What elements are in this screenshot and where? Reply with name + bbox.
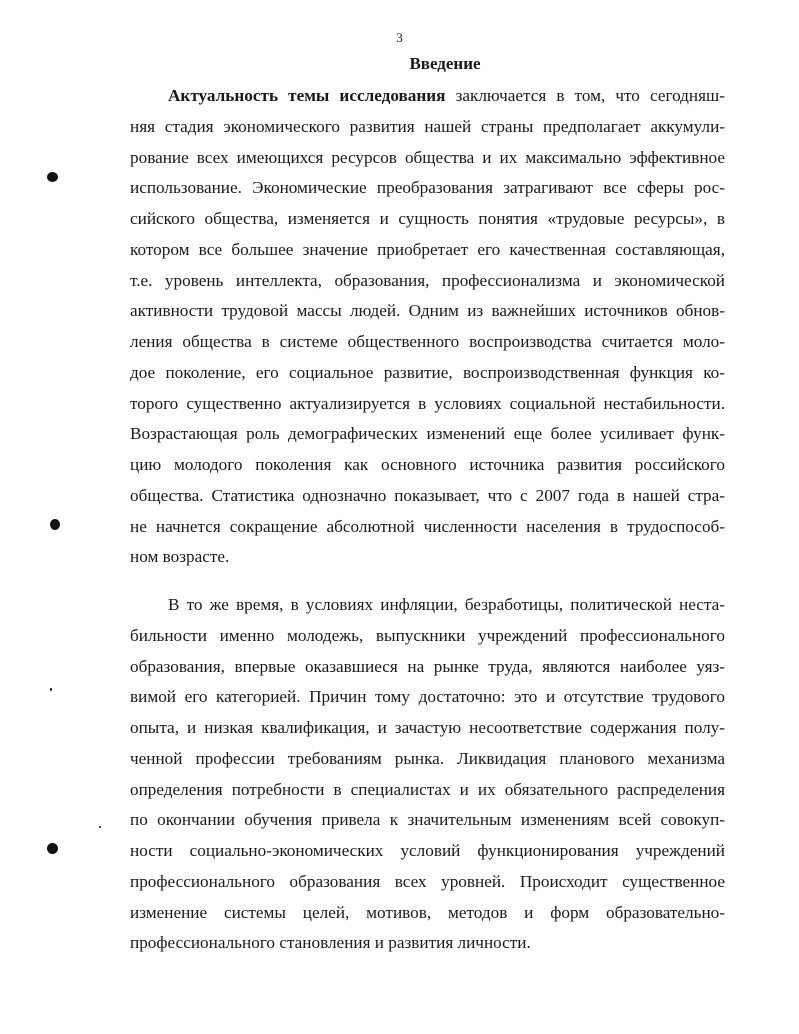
paragraph-line: использование. Экономические преобразования затрагивают все сферы рос- xyxy=(130,178,725,198)
paragraph-line: В то же время, в условиях инфляции, безработицы, политической неста- xyxy=(168,595,725,614)
paragraph-line: опыта, и низкая квалификация, и зачастую несоответствие содержания полу- xyxy=(130,718,725,737)
paragraph-line: ности социально-экономических условий функционирования учреждений xyxy=(130,841,725,860)
lead-bold-phrase: Актуальность темы исследования xyxy=(168,86,446,105)
paragraph-line: профессионального образования всех уровней. Происходит существенное xyxy=(130,871,725,891)
page-number: 3 xyxy=(396,30,403,45)
paragraph-line: торого существенно актуализируется в условиях социальной нестабильности. xyxy=(130,393,725,413)
paragraph-2 xyxy=(130,590,725,959)
page-title: Введение xyxy=(409,54,481,73)
paragraph-line: бильности именно молодежь, выпускники учреждений профессионального xyxy=(130,625,725,645)
paragraph-line: определения потребности в специалистах и их обязательного распределения xyxy=(130,779,725,799)
paragraph-line: по окончании обучения привела к значительным изменениям всей совокуп- xyxy=(130,810,725,830)
paragraph-line: рование всех имеющихся ресурсов общества и их максимально эффективное xyxy=(130,147,725,167)
paragraph-line: изменение системы целей, мотивов, методов и форм образовательно- xyxy=(130,902,725,922)
paragraph-line: не начнется сокращение абсолютной численности населения в трудоспособ- xyxy=(130,516,725,536)
paragraph-line: сийского общества, изменяется и сущность понятия «трудовые ресурсы», в xyxy=(130,209,725,228)
punch-hole-mark xyxy=(47,172,58,182)
paragraph-line: няя стадия экономического развития нашей страны предполагает аккумули- xyxy=(130,116,725,136)
paragraph-line: Возрастающая роль демографических изменений еще более усиливает функ- xyxy=(130,424,725,444)
paragraph-line xyxy=(130,81,725,112)
paragraph-line: вимой его категорией. Причин тому достаточно: это и отсутствие трудового xyxy=(130,687,725,707)
scan-speck xyxy=(99,826,101,828)
paragraph-line: общества. Статистика однозначно показывает, что с 2007 года в нашей стра- xyxy=(130,485,725,505)
paragraph-line: котором все большее значение приобретает его качественная составляющая, xyxy=(130,239,725,259)
paragraph-line: т.е. уровень интеллекта, образования, профессионализма и экономической xyxy=(130,270,725,290)
paragraph-line: профессионального становления и развития личности. xyxy=(130,933,531,953)
paragraph-line: цию молодого поколения как основного источника развития российского xyxy=(130,455,725,474)
paragraph-line: дое поколение, его социальное развитие, воспроизводственная функция ко- xyxy=(130,362,725,382)
paragraph-line: ления общества в системе общественного воспроизводства считается моло- xyxy=(130,332,725,351)
paragraph-line: активности трудовой массы людей. Одним из важнейших источников обнов- xyxy=(130,301,725,321)
paragraph-line: ном возрасте. xyxy=(130,547,230,567)
paragraph-line: ченной профессии требованиям рынка. Ликвидация планового механизма xyxy=(130,748,725,768)
paragraph-line: образования, впервые оказавшиеся на рынке труда, являются наиболее уяз- xyxy=(130,656,725,676)
scan-speck xyxy=(50,688,52,691)
paragraph-1 xyxy=(130,81,725,573)
lead-rest: заключается в том, что сегодняш- xyxy=(445,86,725,105)
punch-hole-mark xyxy=(47,843,58,854)
punch-hole-mark xyxy=(50,519,60,530)
